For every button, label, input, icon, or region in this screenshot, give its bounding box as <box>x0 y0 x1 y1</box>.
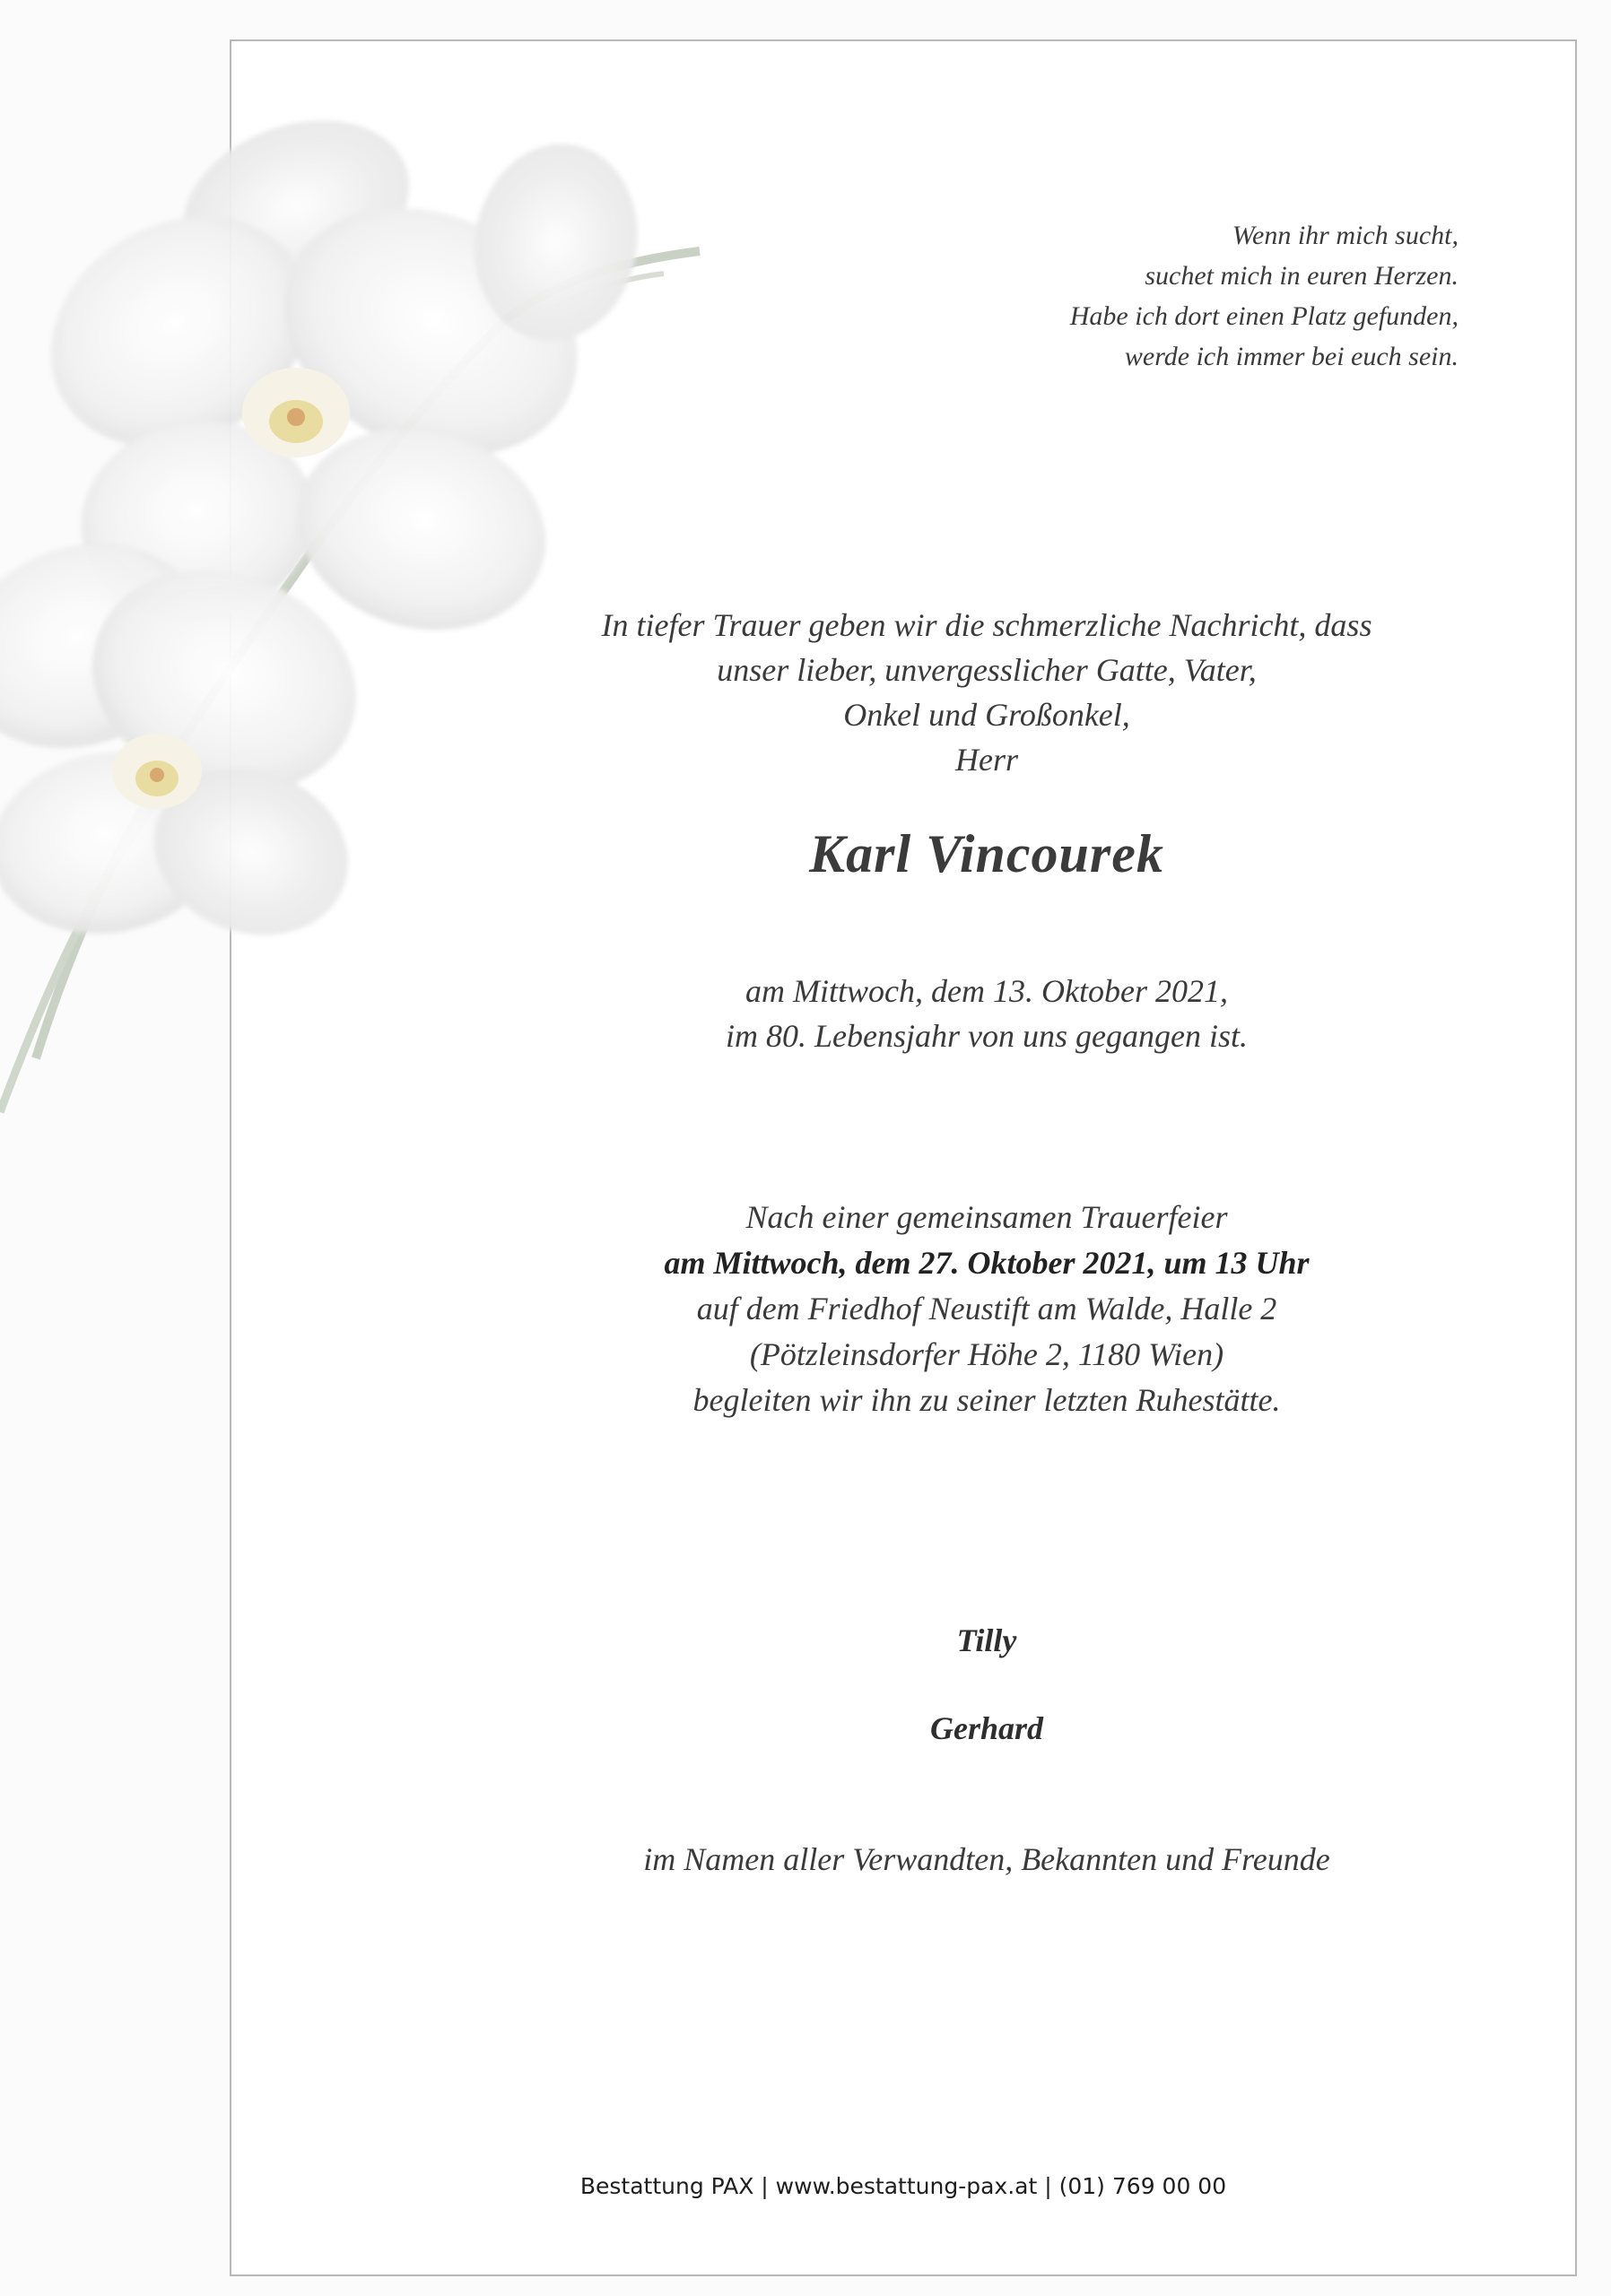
on-behalf-line: im Namen aller Verwandten, Bekannten und Freunde <box>643 1841 1330 1877</box>
intro-line: Onkel und Großonkel, <box>843 697 1130 733</box>
ceremony-line: Nach einer gemeinsamen Trauerfeier <box>745 1199 1228 1235</box>
ceremony-location: auf dem Friedhof Neustift am Walde, Halle 2 <box>696 1291 1277 1326</box>
verse-line: Wenn ihr mich sucht, <box>1232 221 1459 250</box>
signature-name: Tilly <box>956 1622 1017 1658</box>
footer-contact: Bestattung PAX | www.bestattung-pax.at | (01) 769 00 00 <box>579 2173 1227 2199</box>
intro-line: unser lieber, unvergesslicher Gatte, Vater, <box>717 652 1257 688</box>
announcement-intro <box>502 603 1471 782</box>
ceremony-line: begleiten wir ihn zu seiner letzten Ruhestätte. <box>692 1382 1281 1418</box>
verse-line: suchet mich in euren Herzen. <box>1145 261 1459 291</box>
death-line: am Mittwoch, dem 13. Oktober 2021, <box>745 973 1228 1009</box>
funeral-details <box>502 1195 1471 1423</box>
death-line: im 80. Lebensjahr von uns gegangen ist. <box>726 1018 1248 1054</box>
deceased-name: Karl Vincourek <box>809 824 1164 883</box>
signature-name: Gerhard <box>929 1710 1044 1746</box>
intro-line: Herr <box>955 742 1018 778</box>
memorial-verse <box>831 215 1459 377</box>
verse-line: werde ich immer bei euch sein. <box>1124 342 1459 371</box>
ceremony-address: (Pötzleinsdorfer Höhe 2, 1180 Wien) <box>749 1336 1224 1372</box>
death-details <box>502 969 1471 1058</box>
ceremony-date: am Mittwoch, dem 27. Oktober 2021, um 13 Uhr <box>664 1245 1310 1281</box>
verse-line: Habe ich dort einen Platz gefunden, <box>1069 301 1459 331</box>
intro-line: In tiefer Trauer geben wir die schmerzliche Nachricht, dass <box>601 607 1372 643</box>
